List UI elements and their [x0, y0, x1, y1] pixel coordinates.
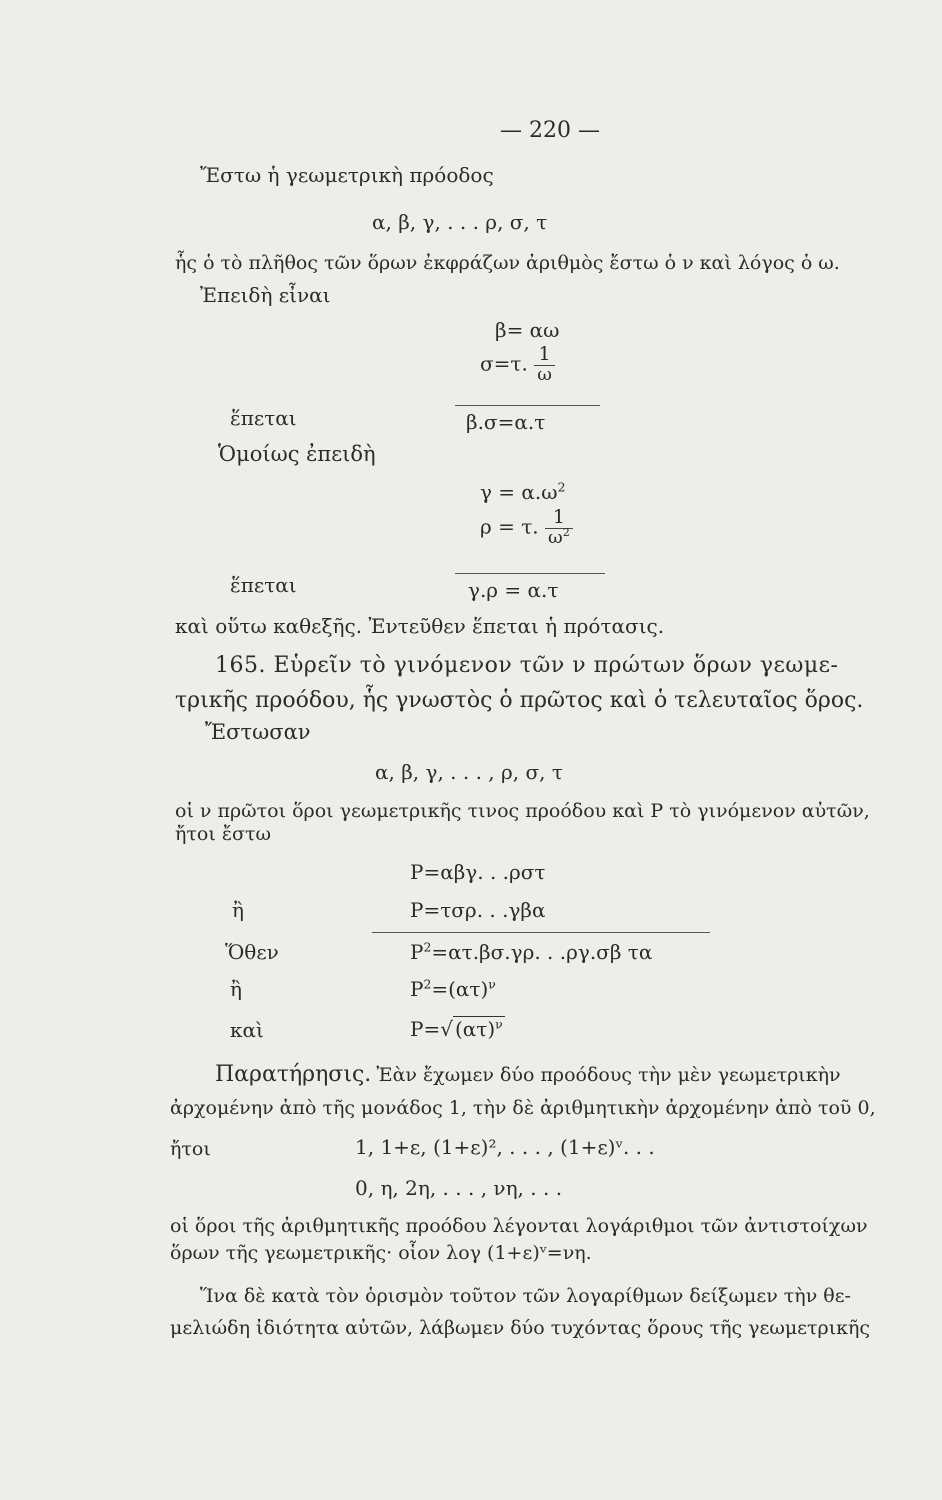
arithmetic-row: 0, η, 2η, . . . , νη, . . . [355, 1176, 563, 1200]
product-eq-1: Ρ=αβγ. . .ρστ [410, 860, 546, 884]
similarly-since: Ὁμοίως ἐπειδὴ [218, 442, 376, 466]
fraction-one-over-omega [534, 345, 555, 385]
product-eq-4 [410, 977, 496, 1001]
fraction-one-over-omega-squared [545, 508, 573, 548]
remark-line-3: οἱ ὅροι τῆς ἀριθμητικῆς προόδου λέγονται λογάριθμοι τῶν ἀντιστοίχων [170, 1215, 868, 1237]
equation-beta: β= αω [495, 318, 560, 342]
denominator-base: ω [548, 526, 563, 548]
equation-gamma [480, 480, 566, 504]
intro-line-3: Ἐπειδὴ εἶναι [200, 283, 331, 307]
exponent: 2 [423, 939, 432, 955]
remark-line-2: ἀρχομένην ἀπὸ τῆς μονάδος 1, τὴν δὲ ἀριθμητικὴν ἀρχομένην ἀπὸ τοῦ 0, [170, 1097, 876, 1119]
label-and: καὶ [230, 1018, 264, 1042]
sum-rule-1 [455, 405, 600, 406]
product-rule [372, 932, 710, 933]
square-root-sign: √ [440, 1017, 453, 1041]
result-beta-sigma: β.σ=α.τ [466, 410, 546, 434]
section-165-line-1: 165. Εὑρεῖν τὸ γινόμενον τῶν ν πρώτων ὅρων γεωμε- [215, 653, 839, 678]
label-or-2: ἢ [230, 977, 242, 1001]
remark-line-1 [215, 1062, 841, 1087]
fraction-numerator: 1 [552, 506, 565, 528]
fraction-denominator: ω [534, 365, 555, 385]
equation-rho [480, 508, 573, 548]
remark-line-4: ὅρων τῆς γεωμετρικῆς· οἷον λογ (1+ε)ᵛ=νη. [170, 1242, 592, 1264]
conclusion-line: καὶ οὕτω καθεξῆς. Ἐντεῦθεν ἕπεται ἡ πρότασις. [175, 614, 665, 638]
label-namely: ἤτοι [170, 1138, 211, 1160]
product-eq-5 [410, 1016, 505, 1041]
label-or-1: ἢ [232, 898, 244, 922]
eq5-left: Ρ= [410, 1017, 441, 1041]
remark-line-1-text: Ἐὰν ἔχωμεν δύο προόδους τὴν μὲν γεωμετρικὴν [376, 1064, 841, 1086]
exponent: 2 [423, 976, 432, 992]
geometric-row: 1, 1+ε, (1+ε)², . . . , (1+ε)ᵛ. . . [355, 1135, 655, 1159]
eq3-rest: =ατ.βσ.γρ. . .ργ.σβ τα [431, 940, 653, 964]
remark-line-6: μελιώδη ἰδιότητα αὐτῶν, λάβωμεν δύο τυχόντας ὅρους τῆς γεωμετρικῆς [170, 1317, 871, 1339]
section-165-line-5: ἤτοι ἔστω [175, 823, 271, 845]
eq3-base: Ρ [410, 940, 424, 964]
eq4-base: Ρ [410, 977, 424, 1001]
equation-sigma [480, 345, 555, 385]
intro-line-2: ἧς ὁ τὸ πλῆθος τῶν ὅρων ἐκφράζων ἀριθμὸς ἔστω ὁ ν καὶ λόγος ὁ ω. [175, 252, 840, 274]
equation-gamma-left: γ = α.ω [480, 480, 558, 504]
fraction-numerator: 1 [538, 343, 551, 365]
intro-sequence: α, β, γ, . . . ρ, σ, τ [372, 210, 548, 234]
label-follows-1: ἕπεται [230, 406, 297, 430]
radicand [453, 1016, 505, 1041]
exponent: 2 [562, 525, 570, 539]
equation-sigma-left: σ=τ. [480, 351, 528, 376]
label-hence: Ὅθεν [225, 940, 279, 964]
section-165-line-2: τρικῆς προόδου, ἧς γνωστὸς ὁ πρῶτος καὶ ὁ τελευταῖος ὅρος. [175, 688, 864, 713]
page-number: — 220 — [500, 118, 600, 143]
fraction-denominator [545, 525, 573, 548]
intro-line-1: Ἔστω ἡ γεωμετρικὴ πρόοδος [200, 163, 494, 187]
remark-line-5: Ἵνα δὲ κατὰ τὸν ὁρισμὸν τοῦτον τῶν λογαρίθμων δείξωμεν τὴν θε- [200, 1285, 851, 1307]
section-165-line-3: Ἔστωσαν [205, 720, 311, 744]
label-follows-2: ἕπεται [230, 573, 297, 597]
product-eq-3 [410, 940, 652, 964]
exponent: ν [495, 1016, 503, 1032]
remark-heading: Παρατήρησις. [215, 1062, 372, 1087]
section-165-sequence: α, β, γ, . . . , ρ, σ, τ [375, 760, 563, 784]
sum-rule-2 [455, 573, 605, 574]
radicand-text: (ατ) [454, 1017, 496, 1041]
section-165-line-4: οἱ ν πρῶτοι ὅροι γεωμετρικῆς τινος προόδου καὶ Ρ τὸ γινόμενον αὐτῶν, [175, 800, 870, 822]
result-gamma-rho: γ.ρ = α.τ [468, 578, 559, 602]
product-eq-2: Ρ=τσρ. . .γβα [410, 898, 546, 922]
equation-rho-left: ρ = τ. [480, 514, 539, 539]
eq4-mid: =(ατ) [431, 977, 489, 1001]
exponent: 2 [557, 479, 566, 495]
exponent: ν [488, 976, 496, 992]
